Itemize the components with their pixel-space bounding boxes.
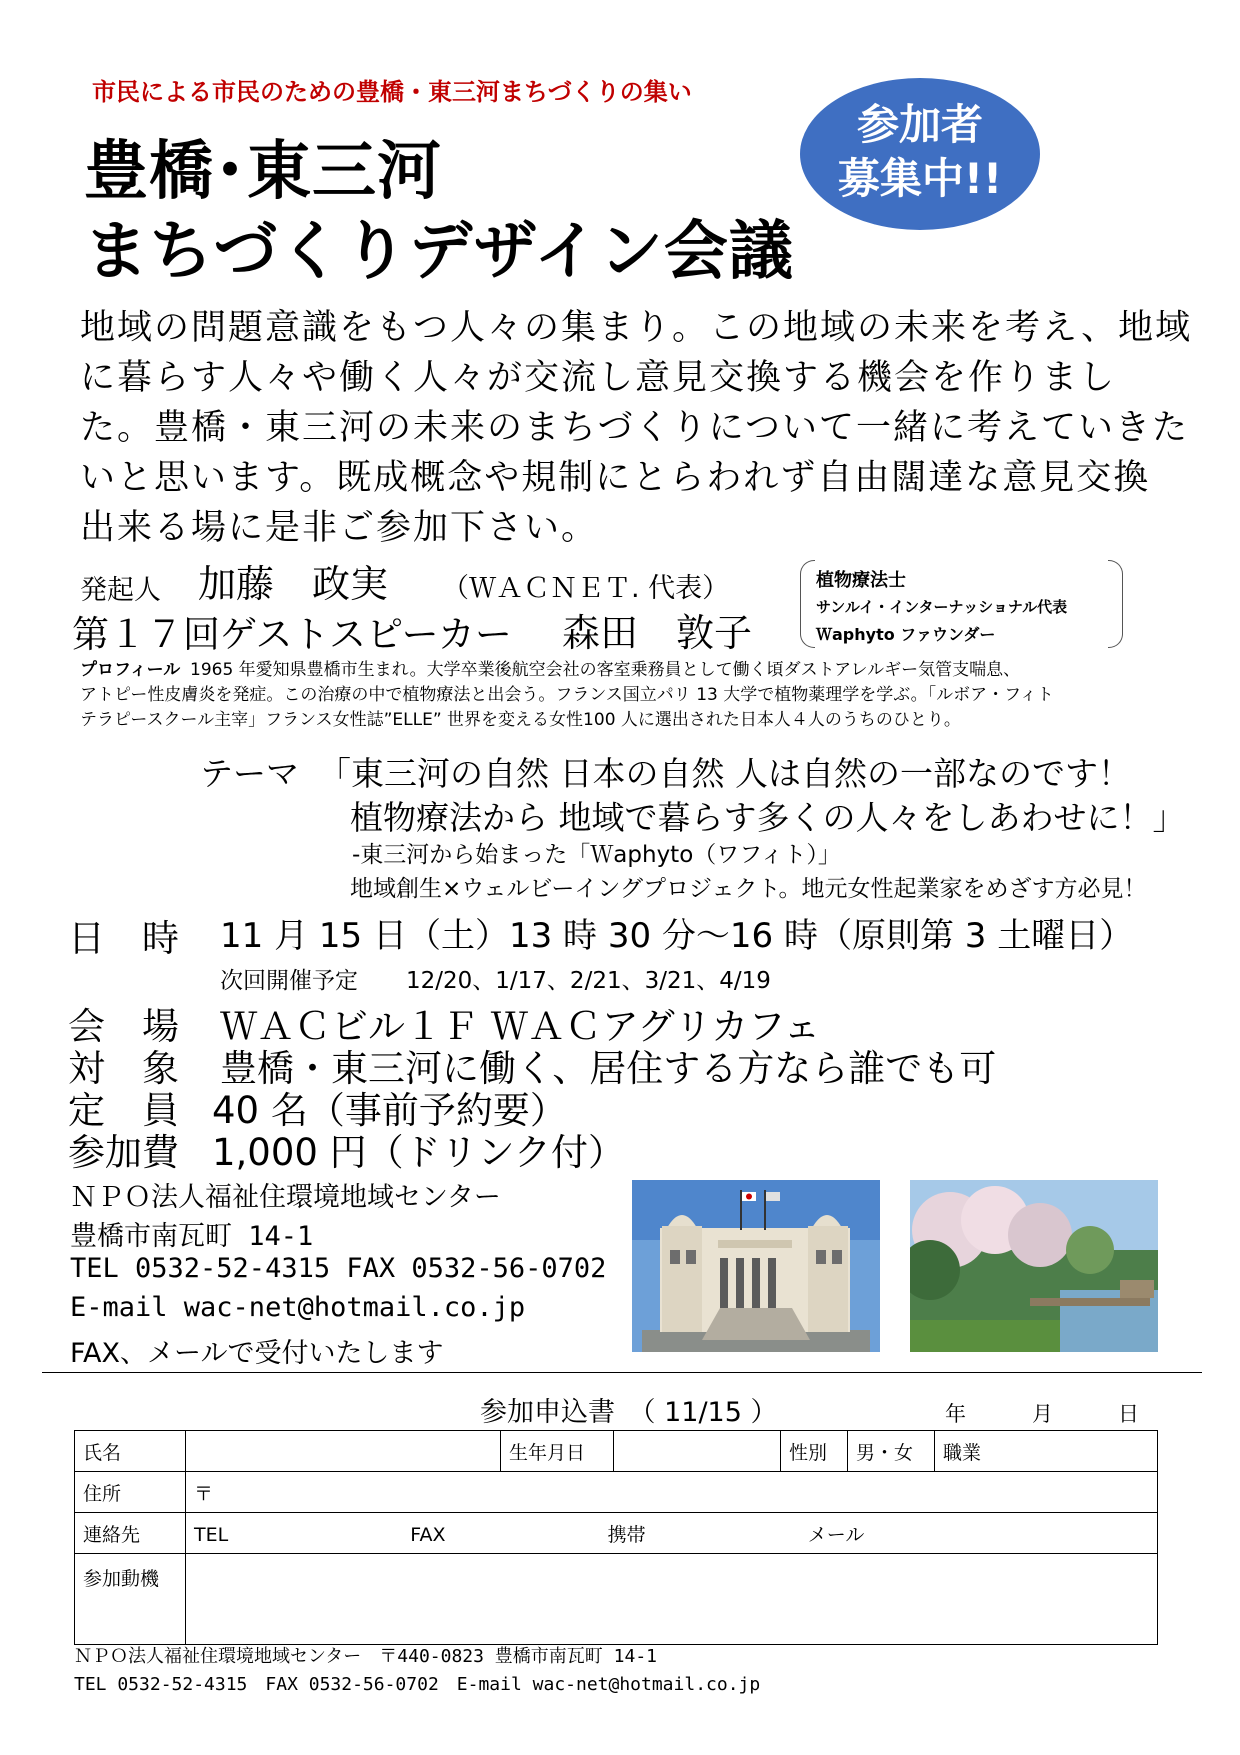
date-label: 日 時	[68, 917, 179, 960]
contact-label: 連絡先	[75, 1513, 186, 1554]
contact-telfax: TEL 0532-52-4315 FAX 0532-56-0702	[70, 1253, 607, 1284]
fax-label: FAX	[410, 1523, 446, 1546]
profile-label: プロフィール	[80, 660, 181, 680]
job-label: 職業	[943, 1441, 982, 1464]
tagline: 市民による市民のための豊橋・東三河まちづくりの集い	[92, 78, 692, 106]
contact-org: ＮＰＯ法人福祉住環境地域センター	[70, 1182, 501, 1213]
name-field[interactable]	[186, 1431, 501, 1472]
application-form	[74, 1430, 1158, 1645]
contact-address: 豊橋市南瓦町 14-1	[70, 1221, 314, 1252]
mobile-label: 携帯	[607, 1523, 646, 1546]
capacity-label: 定 員	[68, 1089, 179, 1132]
name-label: 氏名	[75, 1431, 186, 1472]
next-label: 次回開催予定	[220, 968, 358, 994]
venue-value: ＷＡＣビル１Ｆ ＷＡＣアグリカフェ	[220, 1005, 821, 1048]
form-year: 年	[945, 1402, 966, 1426]
footer-line-1: ＮＰＯ法人福祉住環境地域センター 〒440-0823 豊橋市南瓦町 14-1	[74, 1646, 657, 1667]
tel-label: TEL	[194, 1523, 229, 1546]
speaker-role: サンルイ・インターナッショナル代表	[816, 598, 1068, 616]
speaker-label: 第１７回ゲストスピーカー	[72, 613, 512, 656]
organizer-affiliation: （ＷＡＣＮＥＴ. 代表）	[442, 573, 730, 604]
gender-field[interactable]: 男・女	[848, 1431, 935, 1472]
capacity-value: 40 名（事前予約要）	[212, 1089, 567, 1132]
organizer-name: 加藤 政実	[198, 562, 389, 606]
date-value: 11 月 15 日（土）13 時 30 分～16 時（原則第 3 土曜日）	[220, 916, 1134, 956]
badge-line-2: 募集中!!	[837, 154, 1003, 203]
form-day: 日	[1118, 1402, 1139, 1426]
fee-value: 1,000 円（ドリンク付）	[212, 1131, 625, 1174]
address-label: 住所	[75, 1472, 186, 1513]
profile-line: アトピー性皮膚炎を発症。この治療の中で植物療法と出会う。フランス国立パリ 13 大学で植物薬理学を学ぶ。「ルボア・フィト	[80, 685, 1054, 705]
organizer-label: 発起人	[80, 575, 161, 606]
target-value: 豊橋・東三河に働く、居住する方なら誰でも可	[220, 1047, 997, 1090]
venue-label: 会 場	[68, 1005, 179, 1048]
mail-label: メール	[807, 1523, 865, 1546]
contact-field[interactable]	[186, 1513, 1158, 1554]
bracket-right	[1108, 560, 1123, 648]
target-label: 対 象	[68, 1047, 179, 1090]
gender-label: 性別	[781, 1431, 848, 1472]
theme-sub-2: 地域創生×ウェルビーイングプロジェクト。地元女性起業家をめざす方必見！	[350, 876, 1147, 902]
profile-line: テラピースクール主宰」フランス女性誌”ELLE” 世界を変える女性100 人に選出された日本人４人のうちのひとり。	[80, 710, 961, 730]
theme-sub-1: -東三河から始まった「Ｗaphyto（ワフィト）」	[352, 842, 841, 868]
motive-label: 参加動機	[75, 1554, 186, 1645]
intro-line: 出来る場に是非ご参加下さい。	[80, 508, 599, 548]
profile-line: 1965 年愛知県豊橋市生まれ。大学卒業後航空会社の客室乗務員として働く頃ダストアレルギー気管支喘息、	[190, 660, 1021, 680]
intro-line: いと思います。既成概念や規制にとらわれず自由闊達な意見交換	[80, 458, 1151, 498]
footer-line-2: TEL 0532-52-4315 FAX 0532-56-0702 E-mail wac-net@hotmail.co.jp	[74, 1674, 761, 1695]
theme-label: テーマ	[200, 754, 299, 793]
recruiting-badge	[800, 78, 1040, 230]
postal-mark: 〒	[194, 1482, 214, 1505]
title-line-1: 豊橋･東三河	[84, 135, 442, 209]
birth-label: 生年月日	[501, 1431, 614, 1472]
divider	[42, 1372, 1202, 1373]
motive-field[interactable]	[186, 1554, 1158, 1645]
job-field[interactable]	[935, 1431, 1158, 1472]
contact-note: FAX、メールで受付いたします	[70, 1338, 444, 1369]
birth-field[interactable]	[614, 1431, 781, 1472]
city-hall-photo	[632, 1180, 880, 1352]
intro-line: に暮らす人々や働く人々が交流し意見交換する機会を作りまし	[80, 358, 1117, 398]
badge-line-1: 参加者	[856, 100, 983, 149]
title-line-2: まちづくりデザイン会議	[84, 215, 794, 289]
park-photo	[910, 1180, 1158, 1352]
contact-email: E-mail wac-net@hotmail.co.jp	[70, 1292, 526, 1323]
speaker-name: 森田 敦子	[562, 611, 753, 655]
bracket-left	[800, 560, 815, 648]
intro-line: た。豊橋・東三河の未来のまちづくりについて一緒に考えていきた	[80, 408, 1189, 448]
speaker-role: Ｗaphyto ファウンダー	[816, 625, 996, 644]
fee-label: 参加費	[68, 1131, 179, 1174]
form-month: 月	[1032, 1402, 1053, 1426]
intro-line: 地域の問題意識をもつ人々の集まり。この地域の未来を考え、地域	[80, 308, 1193, 348]
address-field[interactable]	[186, 1472, 1158, 1513]
form-title: 参加申込書 （ 11/15 ）	[480, 1397, 778, 1428]
next-dates: 12/20、1/17、2/21、3/21、4/19	[406, 968, 771, 994]
theme-line-1: 「東三河の自然 日本の自然 人は自然の一部なのです！	[318, 754, 1131, 793]
theme-line-2: 植物療法から 地域で暮らす多くの人々をしあわせに！」	[350, 798, 1186, 837]
speaker-role: 植物療法士	[816, 570, 906, 591]
